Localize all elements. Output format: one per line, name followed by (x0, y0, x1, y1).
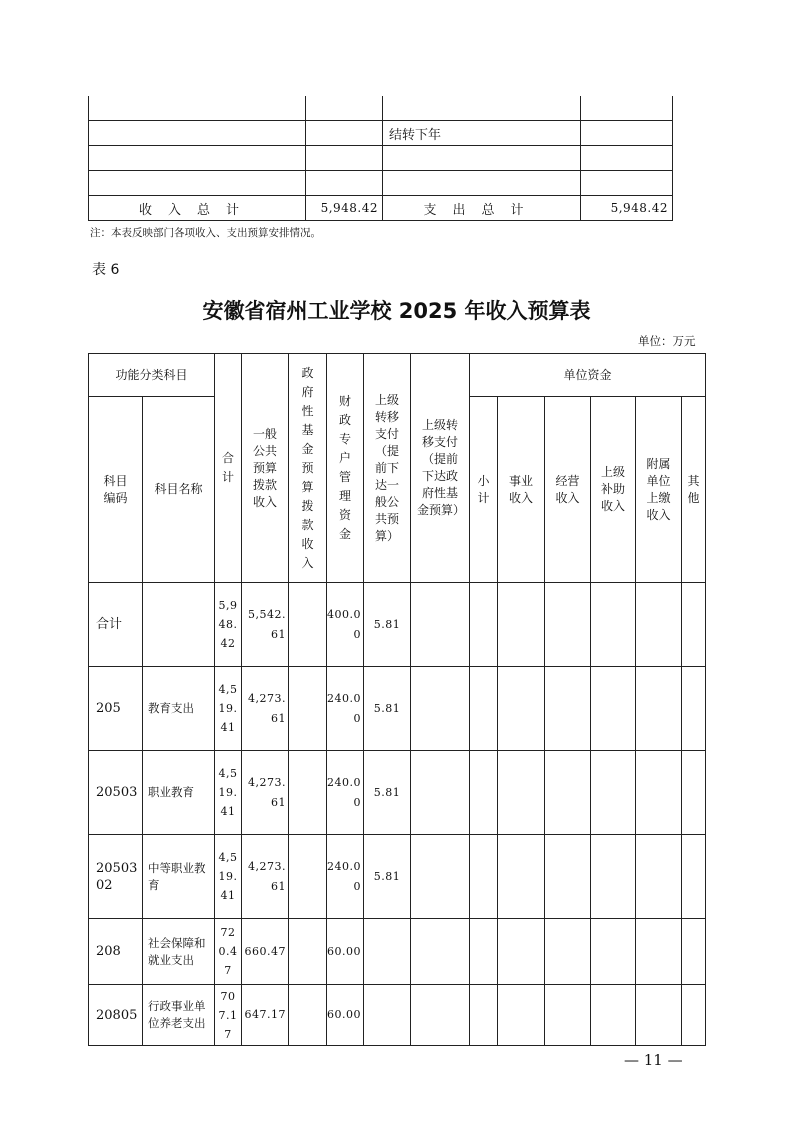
page-title: 安徽省宿州工业学校 2025 年收入预算表 (202, 299, 591, 323)
cell (383, 146, 581, 171)
subtotal-header: 小计 (470, 397, 498, 583)
gov-fund-header-text: 政府性基金预算拨款收入 (301, 365, 314, 570)
cell (682, 667, 706, 751)
table-note: 注：本表反映部门各项收入、支出预算安排情况。 (90, 227, 321, 239)
upper-transfer-fund-header (411, 354, 470, 583)
table-row (89, 751, 706, 835)
upper-subsidy-header: 上级补助收入 (591, 397, 636, 583)
cell (682, 835, 706, 919)
special-fund-header (327, 354, 364, 583)
operating-income-header: 经营收入 (545, 397, 591, 583)
totals-row (89, 196, 673, 221)
row-transfer: 5.81 (364, 667, 411, 751)
row-total: 720.47 (215, 919, 242, 985)
previous-table-continuation (88, 96, 673, 221)
row-name (143, 583, 215, 667)
table-row (89, 146, 673, 171)
page-number: — 11 — (624, 1051, 683, 1069)
cell (306, 121, 383, 146)
table-row (89, 96, 673, 121)
cell (682, 919, 706, 985)
cell (591, 583, 636, 667)
table-row (89, 667, 706, 751)
row-name: 行政事业单位养老支出 (143, 985, 215, 1046)
cell (581, 171, 673, 196)
table-row (89, 171, 673, 196)
row-special: 400.00 (327, 583, 364, 667)
cell (545, 985, 591, 1046)
row-general: 660.47 (242, 919, 289, 985)
general-budget-header (242, 354, 289, 583)
row-gov-fund (289, 919, 327, 985)
row-transfer: 5.81 (364, 751, 411, 835)
gov-fund-header (289, 354, 327, 583)
row-special: 60.00 (327, 919, 364, 985)
row-code: 205 (89, 667, 143, 751)
table-row (89, 583, 706, 667)
cell (545, 667, 591, 751)
cell (545, 583, 591, 667)
func-category-header: 功能分类科目 (89, 354, 215, 397)
cell (411, 667, 470, 751)
header-row (89, 354, 706, 397)
cell (591, 919, 636, 985)
cell (470, 583, 498, 667)
cell (581, 96, 673, 121)
row-name: 中等职业教育 (143, 835, 215, 919)
cell (89, 146, 306, 171)
row-name: 职业教育 (143, 751, 215, 835)
cell (545, 835, 591, 919)
cell (498, 919, 545, 985)
upper-transfer-general-header (364, 354, 411, 583)
cell (581, 146, 673, 171)
row-code: 20503 (89, 751, 143, 835)
row-total: 4,519.41 (215, 751, 242, 835)
code-header: 科目编码 (89, 397, 143, 583)
cell (682, 583, 706, 667)
cell (682, 985, 706, 1046)
cell (498, 835, 545, 919)
cell (636, 667, 682, 751)
row-special: 240.00 (327, 835, 364, 919)
total-income-label: 收入总计 (89, 196, 306, 221)
cell (470, 985, 498, 1046)
cell (411, 583, 470, 667)
row-name: 社会保障和就业支出 (143, 919, 215, 985)
cell (636, 985, 682, 1046)
cell (636, 919, 682, 985)
cell (411, 835, 470, 919)
unit-funds-header: 单位资金 (470, 354, 706, 397)
name-header: 科目名称 (143, 397, 215, 583)
cell (306, 171, 383, 196)
upper-transfer-fund-header-text: 上级转移支付（提前下达政府性基金预算） (417, 418, 466, 517)
cell (470, 835, 498, 919)
total-income-value: 5,948.42 (306, 196, 383, 221)
cell (591, 667, 636, 751)
row-transfer (364, 985, 411, 1046)
cell (89, 171, 306, 196)
row-special: 60.00 (327, 985, 364, 1046)
cell (591, 835, 636, 919)
row-gov-fund (289, 751, 327, 835)
cell (89, 96, 306, 121)
general-budget-header-text: 一般公共预算拨款收入 (253, 426, 278, 509)
income-budget-table (88, 353, 706, 1046)
cell (470, 751, 498, 835)
cell (470, 667, 498, 751)
row-transfer (364, 919, 411, 985)
row-code: 20805 (89, 985, 143, 1046)
row-gov-fund (289, 583, 327, 667)
affiliated-income-header: 附属单位上缴收入 (636, 397, 682, 583)
row-general: 647.17 (242, 985, 289, 1046)
cell (470, 919, 498, 985)
row-transfer: 5.81 (364, 835, 411, 919)
cell (498, 667, 545, 751)
cell (383, 96, 581, 121)
row-general: 4,273.61 (242, 835, 289, 919)
row-total: 4,519.41 (215, 667, 242, 751)
row-total: 707.17 (215, 985, 242, 1046)
row-total: 5,948.42 (215, 583, 242, 667)
total-header-text: 合计 (222, 451, 235, 484)
cell (545, 751, 591, 835)
row-gov-fund (289, 985, 327, 1046)
cell (306, 146, 383, 171)
table-row (89, 985, 706, 1046)
cell (545, 919, 591, 985)
cell (306, 96, 383, 121)
special-fund-header-text: 财政专户管理资金 (339, 394, 352, 541)
cell (411, 751, 470, 835)
row-gov-fund (289, 667, 327, 751)
row-special: 240.00 (327, 667, 364, 751)
row-general: 4,273.61 (242, 751, 289, 835)
row-code: 208 (89, 919, 143, 985)
row-special: 240.00 (327, 751, 364, 835)
cell (411, 985, 470, 1046)
cell (636, 583, 682, 667)
upper-transfer-general-header-text: 上级转移支付（提前下达一般公共预算） (375, 392, 400, 543)
cell (591, 985, 636, 1046)
table-label: 表 6 (92, 262, 120, 278)
total-expense-label: 支出总计 (383, 196, 581, 221)
other-header: 其他 (682, 397, 706, 583)
cell (636, 751, 682, 835)
row-general: 4,273.61 (242, 667, 289, 751)
row-general: 5,542.61 (242, 583, 289, 667)
cell (498, 583, 545, 667)
table-row (89, 919, 706, 985)
carry-forward-label: 结转下年 (383, 121, 581, 146)
row-name: 教育支出 (143, 667, 215, 751)
row-total: 4,519.41 (215, 835, 242, 919)
row-transfer: 5.81 (364, 583, 411, 667)
business-income-header: 事业收入 (498, 397, 545, 583)
unit-label: 单位：万元 (638, 334, 696, 348)
row-code: 合计 (89, 583, 143, 667)
total-header (215, 354, 242, 583)
cell (682, 751, 706, 835)
total-expense-value: 5,948.42 (581, 196, 673, 221)
cell (383, 171, 581, 196)
cell (498, 985, 545, 1046)
cell (591, 751, 636, 835)
cell (411, 919, 470, 985)
cell (498, 751, 545, 835)
cell (636, 835, 682, 919)
table-row (89, 835, 706, 919)
cell (89, 121, 306, 146)
table-row (89, 121, 673, 146)
cell (581, 121, 673, 146)
row-gov-fund (289, 835, 327, 919)
row-code: 2050302 (89, 835, 143, 919)
